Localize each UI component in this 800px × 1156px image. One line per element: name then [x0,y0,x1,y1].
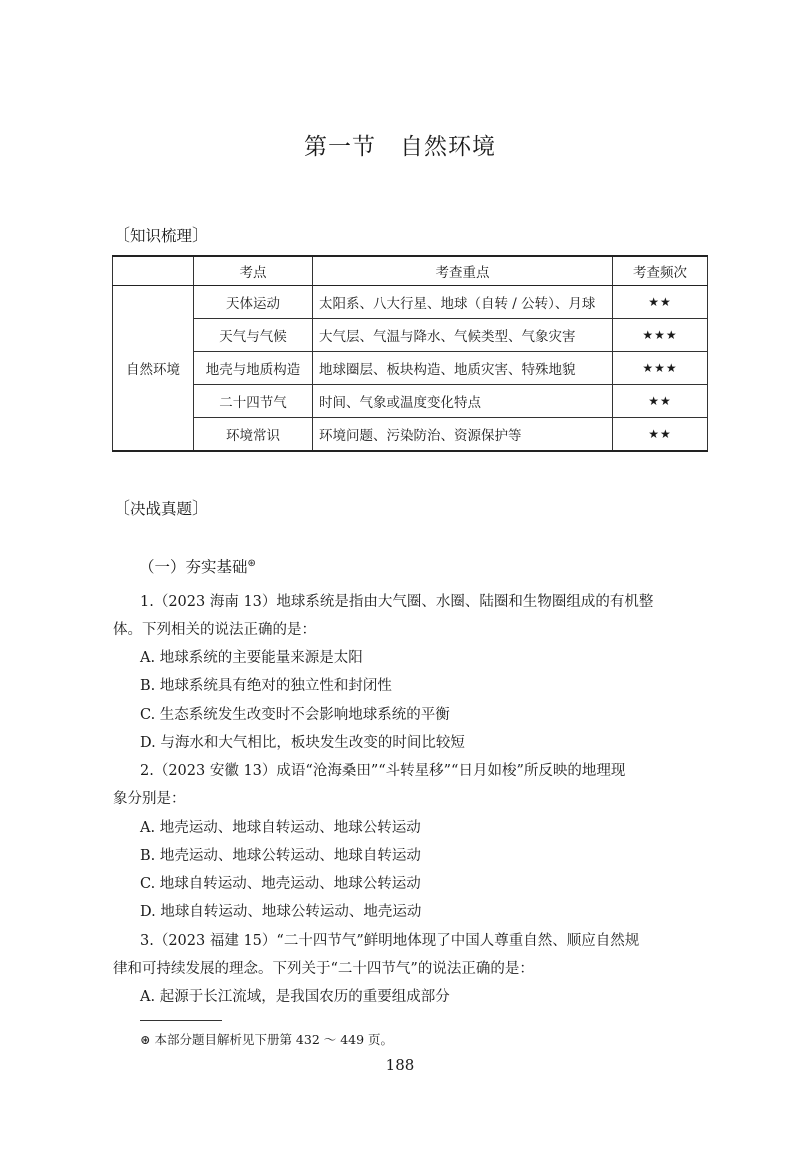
footnote: ⊛ 本部分题目解析见下册第 432 ～ 449 页。 [140,1032,394,1047]
question-1-option-c: C. 生态系统发生改变时不会影响地球系统的平衡 [140,707,450,723]
table-row [113,286,708,319]
table-row [113,385,708,418]
subsection-heading [139,555,256,577]
frequency-cell: ★★ [613,385,708,418]
bracket-close-icon: 〕 [192,226,210,246]
point-cell: 地壳与地质构造 [194,352,313,385]
focus-cell: 环境问题、污染防治、资源保护等 [313,418,613,452]
frequency-cell: ★★★ [613,352,708,385]
point-cell: 二十四节气 [194,385,313,418]
question-1-option-d: D. 与海水和大气相比，板块发生改变的时间比较短 [140,735,465,751]
question-2-stem-line-1: 2.（2023 安徽 13）成语“沧海桑田”“斗转星移”“日月如梭”所反映的地理现 [140,763,626,779]
question-2-stem-line-2: 象分别是： [113,791,186,807]
focus-cell: 大气层、气温与降水、气候类型、气象灾害 [313,319,613,352]
page-number: 188 [385,1056,415,1074]
question-3-stem-line-1: 3.（2023 福建 15）“二十四节气”鲜明地体现了中国人尊重自然、顺应自然规 [140,933,640,949]
section-heading-knowledge [113,221,209,246]
focus-cell: 地球圈层、板块构造、地质灾害、特殊地貌 [313,352,613,385]
question-1-stem-line-1: 1.（2023 海南 13）地球系统是指由大气圈、水圈、陆圈和生物圈组成的有机整 [140,594,654,610]
question-1-option-a: A. 地球系统的主要能量来源是太阳 [140,650,363,666]
table-row [113,319,708,352]
table-header-cell: 考查频次 [613,256,708,286]
chapter-title: 第一节 自然环境 [304,134,496,160]
knowledge-table [112,255,708,452]
table-header-row [113,256,708,286]
subsection-label: （一）夯实基础 [139,558,248,576]
focus-cell: 太阳系、八大行星、地球（自转 / 公转）、月球 [313,286,613,319]
table-header-cell: 考点 [194,256,313,286]
section-label: 决战真题 [130,500,193,518]
frequency-cell: ★★ [613,418,708,452]
bracket-open-icon: 〔 [113,499,130,519]
table-row [113,418,708,452]
frequency-cell: ★★★ [613,319,708,352]
table-header-cell [113,256,194,286]
frequency-cell: ★★ [613,286,708,319]
question-2-option-c: C. 地球自转运动、地壳运动、地球公转运动 [140,876,421,892]
bracket-open-icon: 〔 [113,226,130,246]
question-2-option-d: D. 地球自转运动、地球公转运动、地壳运动 [140,904,422,920]
point-cell: 天气与气候 [194,319,313,352]
question-2-option-b: B. 地壳运动、地球公转运动、地球自转运动 [140,848,421,864]
focus-cell: 时间、气象或温度变化特点 [313,385,613,418]
question-1-stem-line-2: 体。下列相关的说法正确的是： [113,622,316,638]
point-cell: 环境常识 [194,418,313,452]
question-1-option-b: B. 地球系统具有绝对的独立性和封闭性 [140,678,392,694]
footnote-divider [140,1020,222,1021]
footnote-marker-icon: ⊛ [247,557,256,569]
section-label: 知识梳理 [130,227,193,245]
question-3-option-a: A. 起源于长江流域，是我国农历的重要组成部分 [140,989,450,1005]
category-cell: 自然环境 [113,286,194,452]
question-3-stem-line-2: 律和可持续发展的理念。下列关于“二十四节气”的说法正确的是： [113,961,534,977]
bracket-close-icon: 〕 [192,499,210,519]
table-header-cell: 考查重点 [313,256,613,286]
section-heading-exam [113,494,209,519]
table-row [113,352,708,385]
question-2-option-a: A. 地壳运动、地球自转运动、地球公转运动 [140,820,421,836]
point-cell: 天体运动 [194,286,313,319]
